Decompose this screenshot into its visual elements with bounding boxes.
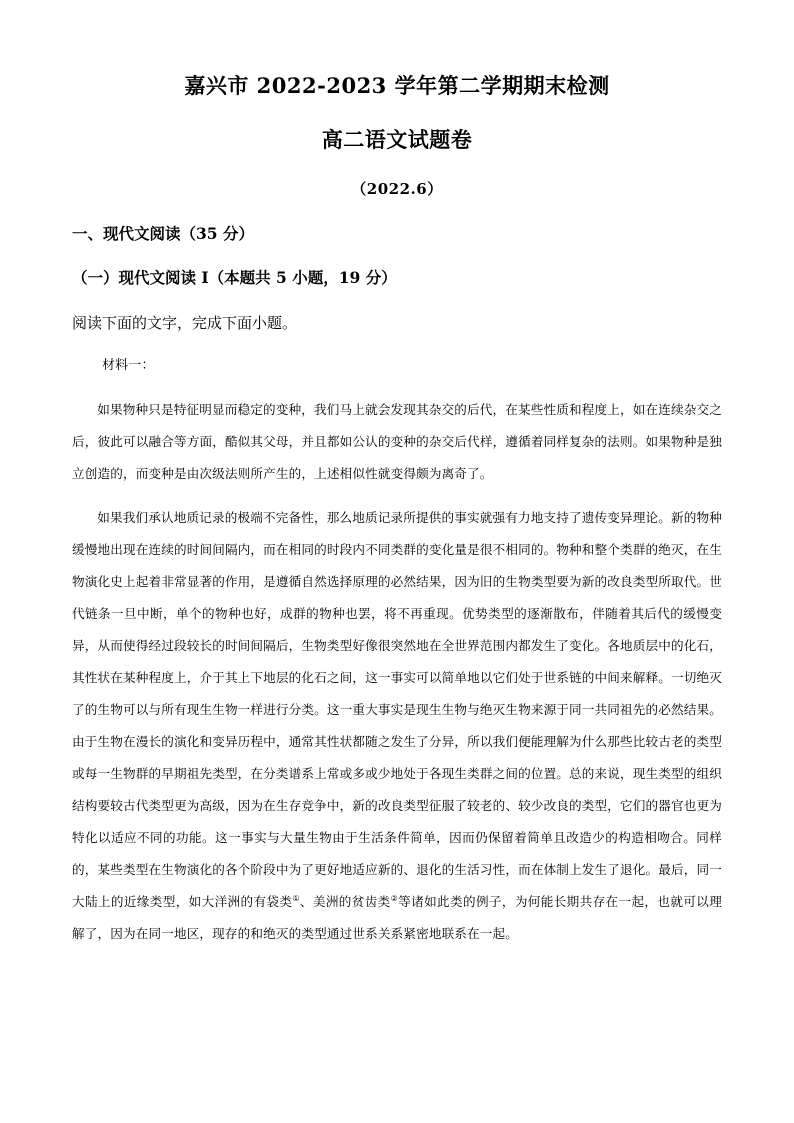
paragraph-2-part-c: 等诸如此类的例子，为何能长期共存在一起，也就可以理解了，因为在同一地区，现存的和绝灭的类型通过世系关系紧密地联系在一起。 xyxy=(72,894,722,941)
paragraph-2-part-b: 、美洲的贫齿类 xyxy=(299,894,391,909)
footnote-marker-2: ② xyxy=(390,893,399,903)
exam-title: 嘉兴市 2022-2023 学年第二学期期末检测 xyxy=(184,73,610,98)
material-paragraph-2 xyxy=(72,502,722,950)
material-paragraph-1: 如果物种只是特征明显而稳定的变种，我们马上就会发现其杂交的后代，在某些性质和程度上，如在连续杂交之后，彼此可以融合等方面，酷似其父母，并且都如公认的变种的杂交后代样，遵循着同样复杂的法则。如果物种是独立创造的，而变种是由次级法则所产生的，上述相似性就变得颇为离奇了。 xyxy=(72,402,722,481)
subsection-heading: （一）现代文阅读 I（本题共 5 小题，19 分） xyxy=(72,268,397,287)
material-label: 材料一： xyxy=(102,358,155,373)
section-heading: 一、现代文阅读（35 分） xyxy=(72,224,254,243)
footnote-marker-1: ① xyxy=(292,893,300,903)
reading-instruction: 阅读下面的文字，完成下面小题。 xyxy=(72,314,298,332)
exam-subtitle: 高二语文试题卷 xyxy=(321,127,473,152)
paragraph-2-part-a: 如果我们承认地质记录的极端不完备性，那么地质记录所提供的事实就强有力地支持了遗传变异理论。新的物种缓慢地出现在连续的时间间隔内，而在相同的时段内不同类群的变化量是很不相同的。物种和整个类群的绝灭，在生物演化史上起着非常显著的作用，是遵循自然选择原理的必然结果，因为旧的生物类型要为新的改良类型所取代。世代链条一旦中断，单个的物种也好，成群的物种也罢，将不再重现。优势类型的逐渐散布，伴随着其后代的缓慢变异，从而使得经过段较长的时间间隔后，生物类型好像很突然地在全世界范围内都发生了变化。各地质层中的化石，其性状在某种程度上，介于其上下地层的化石之间，这一事实可以简单地以它们处于世系链的中间来解释。一切绝灭了的生物可以与所有现生生物一样进行分类。这一重大事实是现生生物与绝灭生物来源于同一共同祖先的必然结果。由于生物在漫长的演化和变异历程中，通常其性状都随之发生了分异，所以我们便能理解为什么那些比较古老的类型或每一生物群的早期祖先类型，在分类谱系上常或多或少地处于各现生类群之间的位置。总的来说，现生类型的组织结构要较古代类型更为高级，因为在生存竞争中，新的改良类型征服了较老的、较少改良的类型，它们的器官也更为特化以适应不同的功能。这一事实与大量生物由于生活条件简单，因而仍保留着简单且改造少的构造相吻合。同样的，某些类型在生物演化的各个阶段中为了更好地适应新的、退化的生活习性，而在体制上发生了退化。最后，同一大陆上的近缘类型，如大洋洲的有袋类 xyxy=(72,510,722,909)
exam-date: （2022.6） xyxy=(351,180,443,198)
